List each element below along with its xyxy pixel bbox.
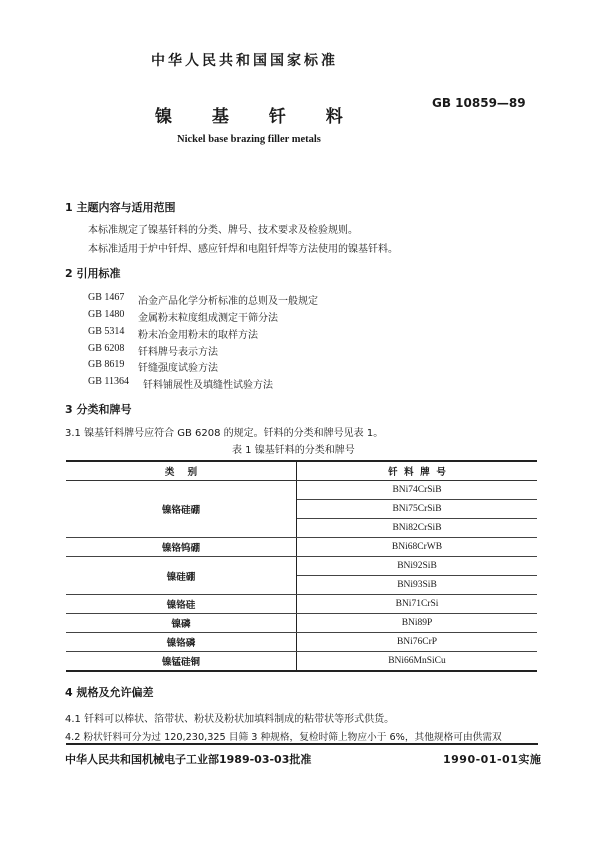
clause: 4.2 粉状钎料可分为过 120,230,325 目筛 3 种规格，复检时筛上物应小于 6%，其他规格可由供需双 [65, 732, 502, 743]
grade-table [66, 460, 537, 672]
section-heading: 3 分类和牌号 [65, 403, 132, 416]
ref-title: 钎缝强度试验方法 [138, 363, 218, 374]
column-header: 类 别 [66, 461, 297, 481]
effective-date: 1990-01-01实施 [443, 753, 542, 766]
grade-cell: BNi92SiB [297, 557, 538, 576]
ref-code: GB 5314 [88, 326, 125, 337]
ref-title: 钎料牌号表示方法 [138, 347, 218, 358]
grade-cell: BNi66MnSiCu [388, 656, 446, 666]
category-cell: 镍铬硅硼 [66, 481, 297, 538]
category-cell: 镍铬钨硼 [66, 538, 297, 557]
ref-title: 金属粉末粒度组成测定干筛分法 [138, 313, 278, 324]
approval-text: 中华人民共和国机械电子工业部1989-03-03批准 [65, 753, 312, 766]
table-caption: 表 1 镍基钎料的分类和牌号 [232, 445, 355, 456]
section-heading: 4 规格及允许偏差 [65, 686, 154, 699]
column-header: 钎 料 牌 号 [297, 461, 538, 481]
category-cell: 镍锰硅铜 [66, 652, 297, 672]
footer-rule [66, 743, 538, 745]
grade-cell: BNi82CrSiB [297, 519, 538, 538]
paragraph: 本标准适用于炉中钎焊、感应钎焊和电阻钎焊等方法使用的镍基钎料。 [88, 244, 398, 255]
category-cell: 镍硅硼 [66, 557, 297, 595]
grade-cell: BNi74CrSiB [297, 481, 538, 500]
issuing-org: 中华人民共和国国家标准 [151, 53, 338, 69]
standard-code: GB 10859—89 [432, 96, 526, 110]
category-cell: 镍磷 [66, 614, 297, 633]
english-title: Nickel base brazing filler metals [177, 134, 321, 145]
category-cell: 镍铬磷 [66, 633, 297, 652]
grade-cell: BNi89P [297, 614, 538, 633]
ref-title: 冶金产品化学分析标准的总则及一般规定 [138, 296, 318, 307]
ref-code: GB 8619 [88, 359, 125, 370]
ref-title: 钎料铺展性及填缝性试验方法 [143, 380, 273, 391]
clause: 4.1 钎料可以棒状、箔带状、粉状及粉状加填料制成的粘带状等形式供货。 [65, 714, 395, 725]
grade-cell: BNi93SiB [297, 576, 538, 595]
grade-cell: BNi76CrP [297, 633, 538, 652]
grade-cell: BNi71CrSi [297, 595, 538, 614]
ref-code: GB 1467 [88, 292, 125, 303]
grade-cell: BNi68CrWB [297, 538, 538, 557]
clause: 3.1 镍基钎料牌号应符合 GB 6208 的规定。钎料的分类和牌号见表 1。 [65, 428, 384, 439]
section-heading: 1 主题内容与适用范围 [65, 201, 176, 214]
ref-code: GB 1480 [88, 309, 125, 320]
ref-code: GB 6208 [88, 343, 125, 354]
ref-code: GB 11364 [88, 376, 130, 387]
category-cell: 镍铬硅 [66, 595, 297, 614]
paragraph: 本标准规定了镍基钎料的分类、牌号、技术要求及检验规则。 [88, 225, 358, 236]
document-title: 镍 基 钎 料 [155, 107, 353, 127]
ref-title: 粉末冶金用粉末的取样方法 [138, 330, 258, 341]
section-heading: 2 引用标准 [65, 267, 121, 280]
grade-cell: BNi75CrSiB [297, 500, 538, 519]
